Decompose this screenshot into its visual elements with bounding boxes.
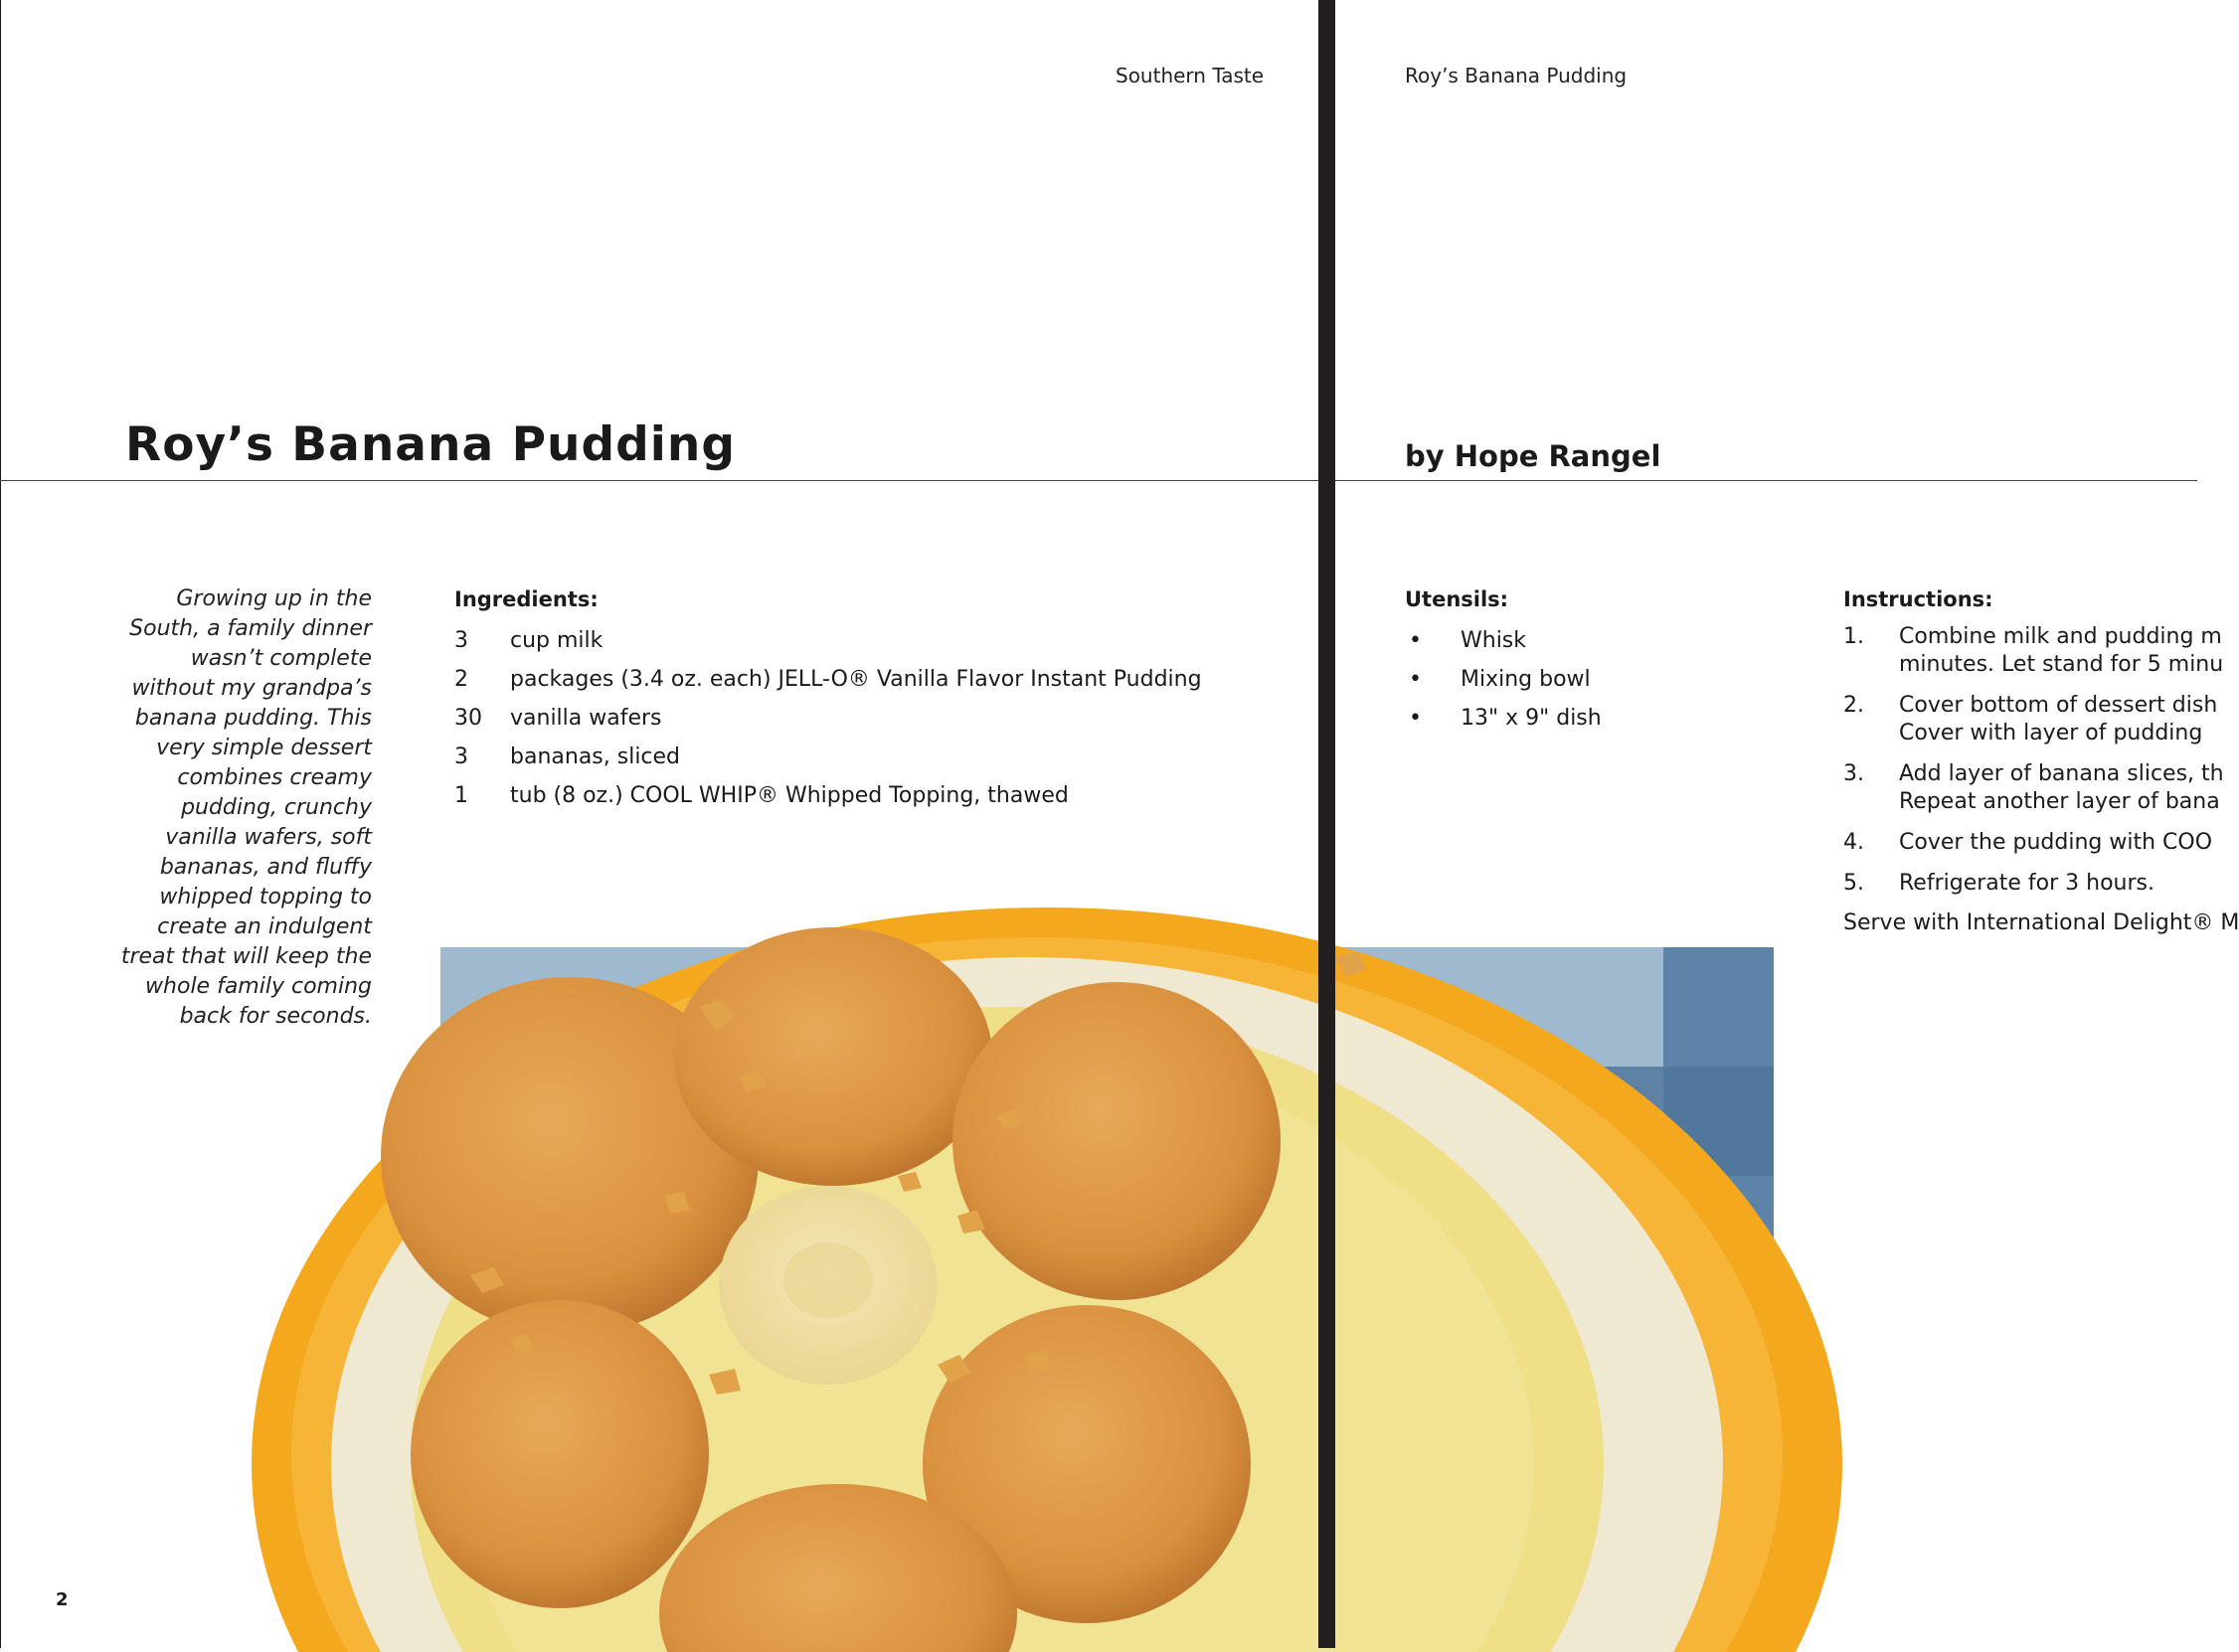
running-header-left: Southern Taste	[1116, 64, 1265, 87]
instruction-step	[1843, 623, 2224, 679]
instruction-step	[1843, 829, 2213, 857]
ingredient-text: tub (8 oz.) COOL WHIP® Whipped Topping, thawed	[510, 783, 1069, 808]
intro-line: wasn’t complete	[190, 646, 372, 671]
ingredient-quantity: 3	[454, 744, 468, 769]
ingredient-quantity: 2	[454, 667, 468, 692]
instructions-list	[1843, 623, 2224, 898]
ingredients-heading: Ingredients:	[454, 587, 599, 611]
intro-line: combines creamy	[177, 765, 372, 790]
utensil-item	[1405, 699, 1602, 738]
step-line: Add layer of banana slices, th	[1899, 761, 2224, 786]
page-number: 2	[56, 1589, 69, 1610]
intro-line: back for seconds.	[179, 1004, 372, 1029]
step-line: Repeat another layer of bana	[1899, 789, 2220, 814]
step-line: Combine milk and pudding m	[1899, 624, 2222, 649]
running-header-right: Roy’s Banana Pudding	[1405, 64, 1628, 87]
instructions-section	[1843, 587, 2239, 935]
bullet-icon: •	[1409, 628, 1422, 653]
step-number: 4.	[1843, 830, 1864, 855]
intro-line: create an indulgent	[157, 914, 372, 939]
ingredient-quantity: 30	[454, 706, 482, 731]
ingredient-text: bananas, sliced	[510, 744, 681, 769]
ingredient-text: cup milk	[510, 628, 603, 653]
intro-line: very simple dessert	[156, 736, 372, 760]
left-header-rule	[0, 480, 1318, 481]
step-line: Cover the pudding with COO	[1899, 830, 2213, 855]
step-text	[1899, 692, 2217, 747]
ingredients-list	[454, 621, 1202, 815]
utensils-section	[1405, 587, 1602, 738]
bullet-icon: •	[1409, 667, 1422, 692]
ingredient-quantity: 3	[454, 628, 468, 653]
step-text	[1899, 870, 2154, 898]
utensils-list	[1405, 621, 1602, 738]
step-text	[1899, 760, 2224, 816]
intro-line: Growing up in the	[176, 586, 372, 611]
utensil-text: Whisk	[1461, 628, 1527, 653]
ingredient-item	[454, 776, 1202, 815]
intro-line: vanilla wafers, soft	[165, 825, 372, 850]
utensil-text: Mixing bowl	[1461, 667, 1591, 692]
utensil-item	[1405, 621, 1602, 660]
bullet-icon: •	[1409, 706, 1422, 731]
step-line: Cover bottom of dessert dish	[1899, 693, 2218, 718]
serving-note: Serve with International Delight® M	[1843, 910, 2239, 935]
ingredient-item	[454, 660, 1202, 699]
step-number: 2.	[1843, 693, 1864, 718]
ingredient-quantity: 1	[454, 783, 468, 808]
ingredient-item	[454, 699, 1202, 738]
banana-pudding-photo	[440, 947, 1774, 1648]
ingredient-item	[454, 738, 1202, 776]
instruction-step	[1843, 692, 2218, 747]
step-line: Cover with layer of pudding	[1899, 721, 2203, 745]
instructions-heading: Instructions:	[1843, 587, 1993, 611]
step-text	[1899, 829, 2212, 857]
ingredient-text: packages (3.4 oz. each) JELL-O® Vanilla Flavor Instant Pudding	[510, 667, 1202, 692]
step-line: Refrigerate for 3 hours.	[1899, 871, 2154, 896]
author-byline: by Hope Rangel	[1405, 439, 1661, 473]
intro-line: whipped topping to	[159, 885, 372, 909]
step-text	[1899, 623, 2223, 679]
step-number: 1.	[1843, 624, 1864, 649]
intro-line: South, a family dinner	[129, 616, 372, 641]
pudding-illustration	[440, 947, 1774, 1648]
book-spine-overlay	[1318, 0, 1335, 1648]
step-number: 3.	[1843, 761, 1864, 786]
step-number: 5.	[1843, 871, 1864, 896]
intro-line: banana pudding. This	[134, 706, 372, 731]
intro-line: whole family coming	[145, 974, 372, 999]
ingredient-item	[454, 621, 1202, 660]
recipe-title: Roy’s Banana Pudding	[125, 417, 736, 472]
ingredient-text: vanilla wafers	[510, 706, 662, 731]
utensil-item	[1405, 660, 1602, 699]
intro-line: without my grandpa’s	[131, 676, 372, 701]
instruction-step	[1843, 870, 2201, 898]
intro-line: pudding, crunchy	[181, 795, 372, 820]
right-header-rule	[1335, 480, 2197, 481]
step-line: minutes. Let stand for 5 minu	[1899, 652, 2224, 677]
intro-paragraph	[119, 584, 372, 1032]
utensils-heading: Utensils:	[1405, 587, 1509, 611]
intro-line: treat that will keep the	[120, 944, 372, 969]
utensil-text: 13" x 9" dish	[1461, 706, 1602, 731]
instruction-step	[1843, 760, 2224, 816]
intro-line: bananas, and fluffy	[159, 855, 372, 880]
ingredients-section	[454, 587, 1202, 815]
